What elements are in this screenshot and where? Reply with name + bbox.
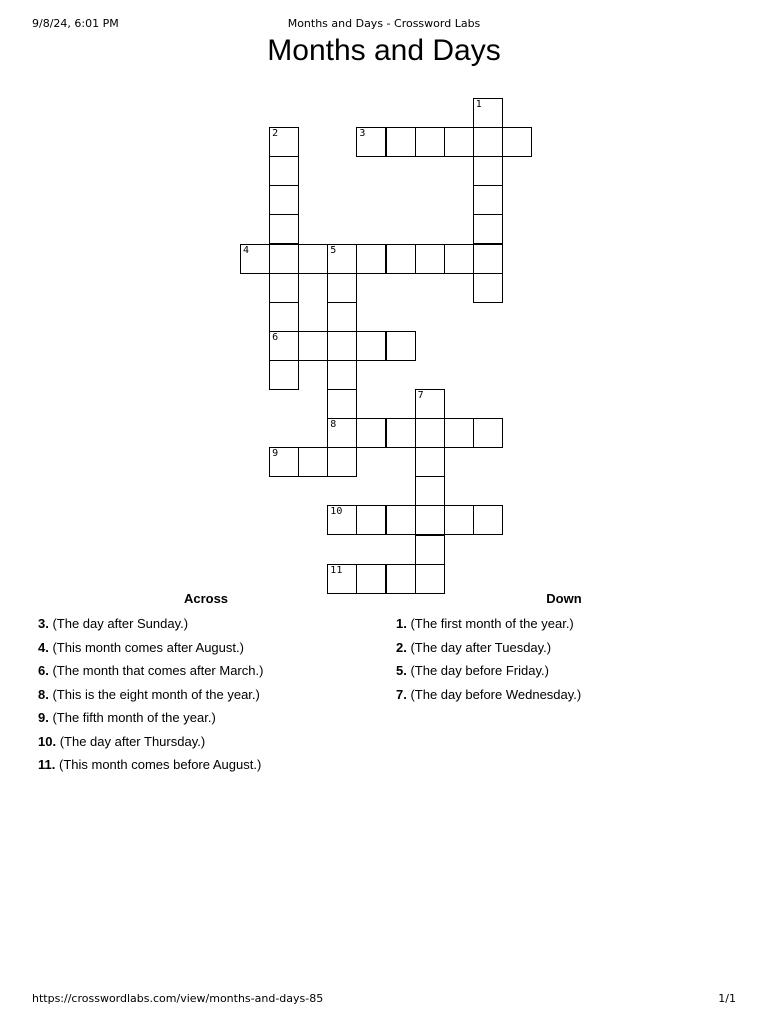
- crossword-cell: [327, 360, 357, 390]
- crossword-cell: [298, 331, 328, 361]
- crossword-cell: [444, 505, 474, 535]
- crossword-cell: [473, 214, 503, 244]
- cell-number: 7: [417, 390, 424, 401]
- crossword-cell: [269, 273, 299, 303]
- cell-number: 11: [330, 564, 343, 576]
- crossword-cell: [386, 331, 416, 361]
- crossword-cell: [356, 244, 386, 274]
- crossword-cell: [269, 244, 299, 274]
- crossword-cell: [327, 505, 357, 535]
- across-clue: 4. (This month comes after August.): [38, 639, 244, 655]
- crossword-cell: [327, 331, 357, 361]
- crossword-cell: [415, 447, 445, 477]
- crossword-cell: [269, 156, 299, 186]
- crossword-cell: [240, 244, 270, 274]
- crossword-cell: [415, 389, 445, 419]
- across-clue: 9. (The fifth month of the year.): [38, 710, 216, 725]
- crossword-cell: [415, 535, 445, 565]
- crossword-cell: [415, 127, 445, 157]
- down-clue: 1. (The first month of the year.): [396, 616, 574, 631]
- crossword-cell: [298, 244, 328, 274]
- crossword-cell: [415, 476, 445, 506]
- crossword-cell: [502, 127, 532, 157]
- crossword-cell: [356, 505, 386, 535]
- cell-number: 8: [330, 419, 337, 431]
- cell-number: 2: [272, 128, 279, 140]
- across-clue: 10. (The day after Thursday.): [38, 733, 206, 749]
- print-url: https://crosswordlabs.com/view/months-and-days-85: [32, 992, 324, 1005]
- crossword-cell: [415, 418, 445, 448]
- crossword-cell: [269, 331, 299, 361]
- crossword-cell: [444, 244, 474, 274]
- cell-number: 6: [272, 331, 279, 343]
- crossword-cell: [356, 331, 386, 361]
- print-page-number: 1/1: [718, 992, 736, 1005]
- crossword-cell: [473, 244, 503, 274]
- crossword-cell: [269, 127, 299, 157]
- crossword-cell: [327, 389, 357, 419]
- cell-number: 4: [243, 244, 250, 256]
- crossword-cell: [269, 185, 299, 215]
- crossword-cell: [356, 418, 386, 448]
- down-clue: 5. (The day before Friday.): [396, 663, 549, 678]
- across-clues: [38, 590, 368, 777]
- crossword-cell: [473, 505, 503, 535]
- crossword-cell: [269, 360, 299, 390]
- crossword-cell: [269, 447, 299, 477]
- crossword-cell: [473, 98, 503, 128]
- print-datetime: 9/8/24, 6:01 PM: [32, 17, 119, 30]
- crossword-cell: [473, 185, 503, 215]
- print-page-title: Months and Days - Crossword Labs: [287, 17, 481, 30]
- crossword-cell: [386, 127, 416, 157]
- crossword-cell: [473, 127, 503, 157]
- across-clue: 6. (The month that comes after March.): [38, 663, 264, 678]
- down-clues: [396, 590, 726, 706]
- crossword-cell: [386, 505, 416, 535]
- across-clue: 3. (The day after Sunday.): [38, 616, 189, 631]
- crossword-cell: [473, 418, 503, 448]
- cell-number: 3: [359, 128, 366, 140]
- crossword-cell: [327, 244, 357, 274]
- cell-number: 10: [330, 506, 343, 518]
- crossword-cell: [386, 244, 416, 274]
- cell-number: 5: [330, 244, 337, 256]
- crossword-cell: [473, 156, 503, 186]
- crossword-cell: [327, 418, 357, 448]
- crossword-cell: [444, 418, 474, 448]
- puzzle-title: Months and Days: [267, 34, 501, 67]
- crossword-cell: [327, 302, 357, 332]
- crossword-cell: [444, 127, 474, 157]
- crossword-cell: [415, 244, 445, 274]
- crossword-cell: [269, 302, 299, 332]
- down-clue: 7. (The day before Wednesday.): [396, 686, 582, 702]
- across-heading: Across: [183, 591, 229, 606]
- across-clue: 8. (This is the eight month of the year.): [38, 686, 260, 702]
- crossword-cell: [298, 447, 328, 477]
- cell-number: 1: [475, 99, 482, 110]
- crossword-cell: [269, 214, 299, 244]
- down-clue: 2. (The day after Tuesday.): [396, 639, 552, 655]
- crossword-cell: [386, 418, 416, 448]
- crossword-cell: [327, 273, 357, 303]
- crossword-cell: [356, 127, 386, 157]
- crossword-cell: [415, 505, 445, 535]
- cell-number: 9: [272, 448, 279, 460]
- across-clue: 11. (This month comes before August.): [38, 757, 262, 772]
- down-heading: Down: [546, 591, 582, 606]
- crossword-cell: [473, 273, 503, 303]
- crossword-cell: [327, 447, 357, 477]
